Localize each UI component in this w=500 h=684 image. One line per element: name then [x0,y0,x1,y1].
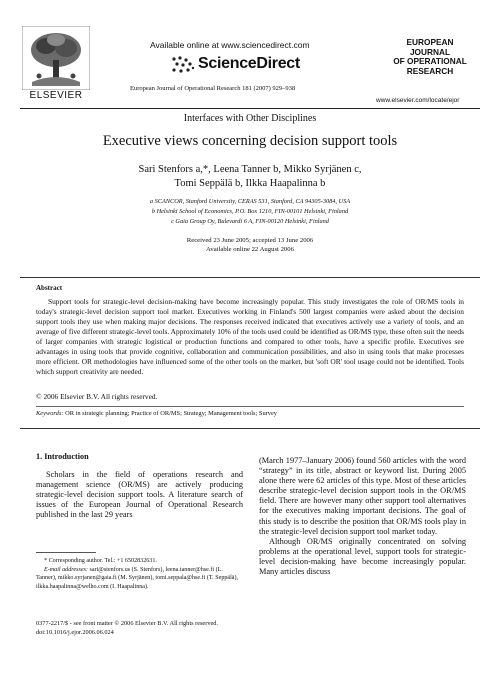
affiliation-line: b Helsinki School of Economics, P.O. Box 1210, FIN-00101 Helsinki, Finland [151,208,349,215]
footnote-divider [36,552,96,553]
email-list: sari@stenfors.us (S. Stenfors), leena.tanner@hse.fi (L. Tanner), mikko.syrjanen@gaia.fi (M. Syrjänen), tomi.seppala@hse.fi (T. Seppälä), ilkka.haapalinna@welho.com (I. Haapalinna). [36,566,239,591]
intro-paragraph-right-2: Although OR/MS originally concentrated on solving problems at the operational level, support tools for strategic-level decision-making have become increasingly popular. Many articles discuss [259,536,466,577]
author-line: Tomi Seppälä b, Ilkka Haapalinna b [174,178,326,189]
corresponding-author: * Corresponding author. Tel.: +1 6502832631. [44,558,157,564]
journal-title-line: RESEARCH [406,65,454,76]
journal-citation: European Journal of Operational Research 181 (2007) 929–938 [130,85,296,92]
article-category: Interfaces with Other Disciplines [183,113,317,124]
available-online-text: Available online at www.sciencedirect.com [150,40,310,50]
author-line: Sari Stenfors a,*, Leena Tanner b, Mikko Syrjänen c, [138,164,362,175]
doi-line: doi:10.1016/j.ejor.2006.06.024 [36,628,114,636]
intro-paragraph-right-1: (March 1977–January 2006) found 560 articles with the word “strategy” in its title, abstract or keyword list. During 2005 alone there were 62 articles of this type. Most of these articles describe strategic-level decision support tools in the OR/MS field. There are however many other support tool alternatives for the executives making important decisions. The goal of this study is to describe the position that OR/MS tools play in the strategic-level decision support tool market today. [259,456,466,536]
header-divider [20,108,480,109]
abstract-top-divider [20,277,480,278]
email-label: E-mail addresses: [44,566,88,573]
author-list [110,163,390,191]
journal-title-line: JOURNAL [409,46,451,57]
intro-paragraph-left: Scholars in the field of operations research and management science (OR/MS) are actively producing strategic-level decision support tools. A literature search of issues of the European Journal of Operational Research published in the last 29 years [36,470,243,520]
footnote [36,557,243,592]
article-dates [0,236,500,254]
journal-url-link[interactable]: www.elsevier.com/locate/ejor [376,97,460,104]
affiliation-line: a SCANCOR, Stanford University, CERAS 531, Stanford, CA 94305-3084, USA [149,198,351,205]
keywords [36,410,277,417]
received-date: Received 23 June 2005; accepted 13 June 2006 [186,237,314,244]
journal-title-line: EUROPEAN [406,37,454,47]
sciencedirect-dots-icon [170,55,196,75]
keywords-label: Keywords: [36,410,64,417]
elsevier-tree-logo [22,26,90,90]
article-title: Executive views concerning decision support tools [102,133,398,149]
abstract-bottom-divider [20,428,480,429]
journal-title-block [380,38,480,76]
available-date: Available online 22 August 2006 [206,246,294,253]
email-addresses [36,566,243,592]
abstract-copyright: © 2006 Elsevier B.V. All rights reserved. [36,392,158,401]
journal-title-line: OF OPERATIONAL [393,56,467,66]
keywords-list: OR in strategic planning; Practice of OR/MS; Strategy; Management tools; Survey [65,410,277,417]
sciencedirect-wordmark: ScienceDirect [198,55,300,72]
section-heading: 1. Introduction [36,452,89,461]
right-column [259,456,466,577]
keywords-divider [36,406,464,407]
abstract-text: Support tools for strategic-level decision-making have become increasingly popular. This study investigates the role of OR/MS tools in today's strategic-level decision support tool market. Executives working in Finland's 500 largest companies were asked about the decision support tools they use when making major decisions. The responses received indicated that executives actively use a variety of tools, and an average of five different strategic-level tools. Approximately 10% of the tools used could be identified as OR/MS type, these often suit the needs of larger companies with strategic logistical or production functions and compared to other tools, have a specific profile. Executives see advantages in using tools that provide cognitive, collaboration and communication possibilities, and also in using tools that make processes more efficient. OR methodologies have influenced some of the other tools on the market, but 'soft OR' tool usage could not be identified. Tools which support creativity are needed. [36,297,464,377]
affiliations [90,197,410,227]
issn-line: 0377-2217/$ - see front matter © 2006 Elsevier B.V. All rights reserved. [36,620,218,627]
publisher-name: ELSEVIER [29,90,83,101]
abstract-heading: Abstract [36,284,63,292]
affiliation-line: c Gaia Group Oy, Bulevardi 6 A, FIN-00120 Helsinki, Finland [171,218,329,225]
publication-info [36,620,218,638]
